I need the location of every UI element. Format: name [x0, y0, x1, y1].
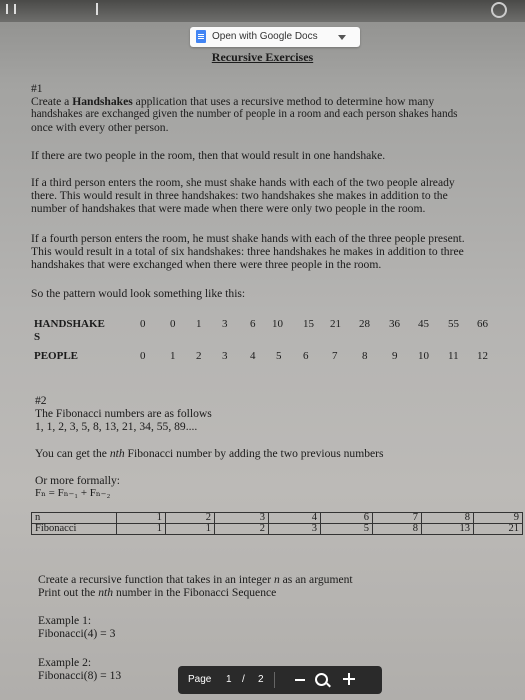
handshake-value: 45 — [418, 318, 429, 330]
divider-icon — [96, 3, 98, 15]
exercise-1-line-1 — [31, 95, 434, 108]
pause-icon[interactable] — [6, 4, 16, 14]
example-1-code: Fibonacci(4) = 3 — [38, 627, 116, 640]
handshake-value: 36 — [389, 318, 400, 330]
italic-text: nth — [109, 447, 125, 460]
zoom-icon[interactable] — [315, 673, 328, 686]
exercise-1-line-3: once with every other person. — [31, 121, 169, 134]
handshake-value: 6 — [250, 318, 256, 330]
zoom-in-icon[interactable] — [343, 673, 355, 685]
chevron-down-icon[interactable] — [338, 35, 346, 40]
row-label-n: n — [32, 513, 117, 524]
people-value: 0 — [140, 350, 146, 362]
table-cell: 6 — [321, 513, 373, 524]
open-with-label: Open with Google Docs — [212, 31, 318, 42]
table-cell: 7 — [373, 513, 422, 524]
people-value: 6 — [303, 350, 309, 362]
handshake-value: 1 — [196, 318, 202, 330]
people-value: 12 — [477, 350, 488, 362]
text: Print out the — [38, 586, 99, 599]
people-value: 1 — [170, 350, 176, 362]
people-value: 4 — [250, 350, 256, 362]
handshakes-label-wrap: S — [34, 331, 41, 343]
account-icon[interactable] — [491, 2, 507, 18]
text: Create a — [31, 95, 73, 108]
people-value: 11 — [448, 350, 459, 362]
handshake-value: 55 — [448, 318, 459, 330]
example-1-label: Example 1: — [38, 614, 92, 627]
exercise-1-heading: #1 — [31, 82, 43, 95]
text: application that uses a recursive method to determine how many — [132, 95, 435, 108]
handshake-value: 3 — [222, 318, 228, 330]
google-docs-icon — [196, 30, 206, 43]
divider — [274, 672, 275, 688]
table-cell: 9 — [474, 513, 523, 524]
total-pages: 2 — [258, 674, 264, 685]
people-value: 8 — [362, 350, 368, 362]
paragraph-fourth-line-1: If a fourth person enters the room, he must shake hands with each of the three people present. — [31, 232, 465, 245]
italic-text: n — [273, 573, 280, 586]
handshake-value: 66 — [477, 318, 488, 330]
people-value: 2 — [196, 350, 202, 362]
handshake-value: 15 — [303, 318, 314, 330]
viewer-top-bar — [0, 0, 525, 22]
people-value: 7 — [332, 350, 338, 362]
paragraph-third-line-1: If a third person enters the room, she must shake hands with each of the two people already — [31, 176, 455, 189]
table-row — [32, 524, 523, 535]
recursive-task-line-1 — [38, 573, 353, 586]
handshake-value: 28 — [359, 318, 370, 330]
people-label: PEOPLE — [34, 350, 79, 362]
text: Create a recursive function that takes in an integer — [38, 573, 274, 586]
people-value: 3 — [222, 350, 228, 362]
open-with-google-docs-button[interactable] — [190, 27, 360, 47]
page-label: Page — [188, 674, 212, 685]
exercise-2-heading: #2 — [35, 394, 47, 407]
recursive-task-line-2 — [38, 586, 276, 599]
current-page[interactable]: 1 — [226, 674, 232, 685]
zoom-out-icon[interactable] — [295, 679, 305, 681]
italic-text: nth — [98, 586, 114, 599]
table-cell: 8 — [373, 524, 422, 535]
handshake-value: 0 — [170, 318, 176, 330]
exercise-1-line-2: handshakes are exchanged given the number of people in a room and each person shakes hands — [31, 108, 458, 120]
table-row — [32, 513, 523, 524]
text: You can get the — [35, 447, 110, 460]
page-navigation-bar — [178, 666, 382, 694]
formally-text: Or more formally: — [35, 474, 120, 487]
table-cell: 4 — [269, 513, 321, 524]
paragraph-third-line-2: there. This would result in three handshakes: two handshakes she makes in addition to the — [31, 189, 448, 202]
page-separator: / — [242, 674, 245, 685]
text: Fibonacci number by adding the two previous numbers — [124, 447, 384, 460]
handshake-value: 10 — [272, 318, 283, 330]
example-2-code: Fibonacci(8) = 13 — [38, 669, 122, 682]
paragraph-third-line-3: number of handshakes that were made when there were only two people in the room. — [31, 202, 426, 215]
text: as an argument — [279, 573, 353, 586]
row-label-fibonacci: Fibonacci — [32, 524, 117, 535]
handshakes-label: HANDSHAKE — [34, 318, 105, 330]
paragraph-two-people: If there are two people in the room, then that would result in one handshake. — [31, 149, 386, 162]
fibonacci-formula: Fₙ = Fₙ₋₁ + Fₙ₋₂ — [35, 487, 111, 499]
table-cell: 21 — [474, 524, 523, 535]
table-cell: 5 — [321, 524, 373, 535]
handshake-value: 21 — [330, 318, 341, 330]
paragraph-fourth-line-3: handshakes that were exchanged when there were three people in the room. — [31, 258, 382, 271]
fibonacci-intro: The Fibonacci numbers are as follows — [35, 407, 212, 420]
text: number in the Fibonacci Sequence — [113, 586, 277, 599]
example-2-label: Example 2: — [38, 656, 92, 669]
paragraph-pattern-intro: So the pattern would look something like this: — [31, 287, 246, 300]
table-cell: 13 — [422, 524, 474, 535]
handshake-value: 0 — [140, 318, 146, 330]
table-cell: 2 — [215, 524, 269, 535]
table-cell: 3 — [269, 524, 321, 535]
table-cell: 1 — [117, 524, 166, 535]
bold-text: Handshakes — [72, 95, 133, 108]
people-value: 9 — [392, 350, 398, 362]
fibonacci-sequence: 1, 1, 2, 3, 5, 8, 13, 21, 34, 55, 89.... — [35, 420, 198, 433]
table-cell: 8 — [422, 513, 474, 524]
table-cell: 3 — [215, 513, 269, 524]
document-title: Recursive Exercises — [211, 50, 314, 64]
people-value: 10 — [418, 350, 429, 362]
fibonacci-table — [31, 512, 523, 535]
paragraph-fourth-line-2: This would result in a total of six handshakes: three handshakes he makes in addition to three — [31, 245, 464, 258]
table-cell: 1 — [117, 513, 166, 524]
nth-fibonacci-text — [35, 447, 384, 460]
people-value: 5 — [276, 350, 282, 362]
table-cell: 2 — [166, 513, 215, 524]
table-cell: 1 — [166, 524, 215, 535]
